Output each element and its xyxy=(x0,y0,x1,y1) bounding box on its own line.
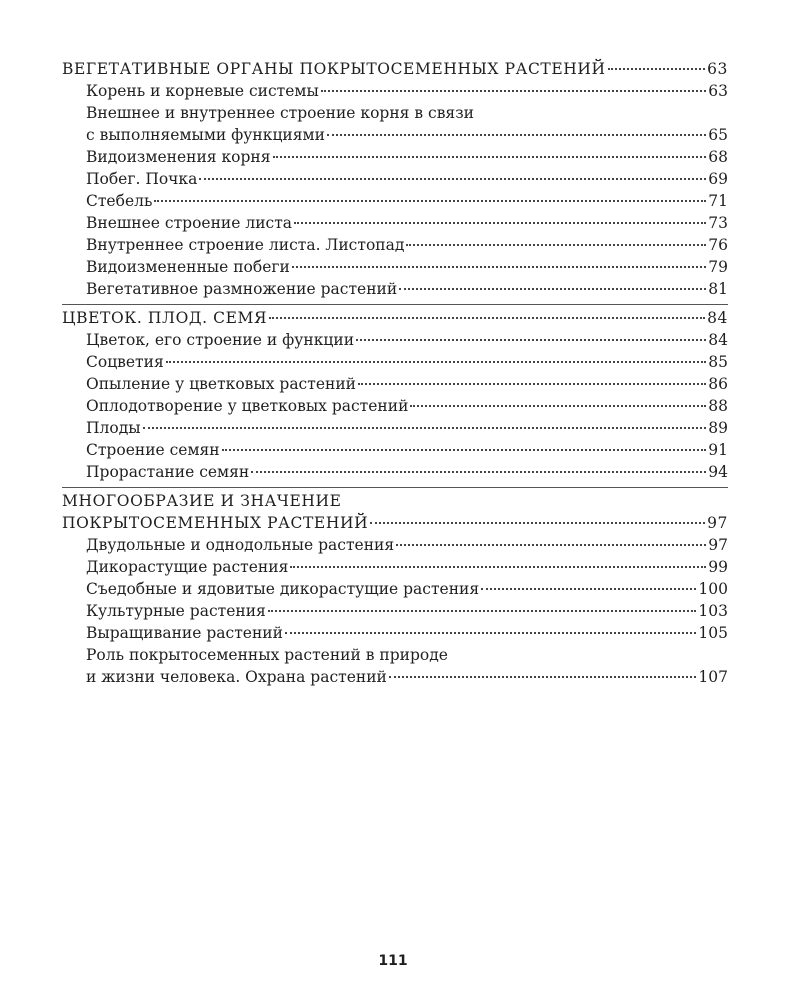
dot-leader xyxy=(285,632,696,634)
entry-title: Культурные растения xyxy=(86,602,266,620)
toc-entry[interactable] xyxy=(62,256,728,278)
dot-leader xyxy=(154,200,706,202)
dot-leader xyxy=(481,588,696,590)
section-heading[interactable] xyxy=(62,512,728,534)
dot-leader xyxy=(370,522,705,524)
dot-leader xyxy=(273,156,707,158)
entry-page-number: 73 xyxy=(708,214,728,232)
entry-title: Прорастание семян xyxy=(86,463,250,481)
dot-leader xyxy=(389,676,697,678)
dot-leader xyxy=(290,566,706,568)
entry-title: Опыление у цветковых растений xyxy=(86,375,356,393)
section-title: ЦВЕТОК. ПЛОД. СЕМЯ xyxy=(62,309,268,327)
entry-page-number: 81 xyxy=(708,280,728,298)
toc-entry[interactable] xyxy=(62,622,728,644)
entry-page-number: 63 xyxy=(708,82,728,100)
entry-page-number: 65 xyxy=(708,126,728,144)
entry-page-number: 94 xyxy=(708,463,728,481)
entry-page-number: 97 xyxy=(708,536,728,554)
dot-leader xyxy=(321,90,706,92)
section-page-number: 84 xyxy=(707,309,728,327)
dot-leader xyxy=(358,383,706,385)
toc-entry[interactable] xyxy=(62,666,728,688)
entry-title: Побег. Почка xyxy=(86,170,198,188)
toc-entry[interactable] xyxy=(62,351,728,373)
dot-leader xyxy=(327,134,706,136)
entry-title: Плоды xyxy=(86,419,141,437)
entry-page-number: 71 xyxy=(708,192,728,210)
table-of-contents xyxy=(62,58,728,688)
entry-title: Соцветия xyxy=(86,353,164,371)
entry-title: Корень и корневые системы xyxy=(86,82,319,100)
toc-entry[interactable] xyxy=(62,329,728,351)
dot-leader xyxy=(199,178,706,180)
entry-page-number: 100 xyxy=(698,580,728,598)
section-title: ПОКРЫТОСЕМЕННЫХ РАСТЕНИЙ xyxy=(62,514,369,532)
entry-title: Видоизмененные побеги xyxy=(86,258,290,276)
section-heading-line: МНОГООБРАЗИЕ И ЗНАЧЕНИЕ xyxy=(62,492,342,510)
entry-page-number: 69 xyxy=(708,170,728,188)
entry-title: Видоизменения корня xyxy=(86,148,271,166)
entry-page-number: 99 xyxy=(708,558,728,576)
entry-page-number: 89 xyxy=(708,419,728,437)
dot-leader xyxy=(143,427,707,429)
section-heading[interactable] xyxy=(62,58,728,80)
entry-page-number: 88 xyxy=(708,397,728,415)
toc-entry[interactable] xyxy=(62,578,728,600)
page-number: 111 xyxy=(378,953,408,969)
entry-title: Дикорастущие растения xyxy=(86,558,289,576)
dot-leader xyxy=(269,317,705,319)
entry-page-number: 91 xyxy=(708,441,728,459)
toc-entry[interactable] xyxy=(62,439,728,461)
toc-entry[interactable] xyxy=(62,146,728,168)
dot-leader xyxy=(410,405,706,407)
toc-entry[interactable] xyxy=(62,600,728,622)
toc-section xyxy=(62,487,728,688)
toc-entry[interactable] xyxy=(62,124,728,146)
toc-entry[interactable] xyxy=(62,373,728,395)
entry-page-number: 86 xyxy=(708,375,728,393)
toc-entry[interactable] xyxy=(62,417,728,439)
entry-page-number: 68 xyxy=(708,148,728,166)
entry-title: и жизни человека. Охрана растений xyxy=(86,668,387,686)
section-title: ВЕГЕТАТИВНЫЕ ОРГАНЫ ПОКРЫТОСЕМЕННЫХ РАСТЕНИЙ xyxy=(62,60,606,78)
entry-page-number: 103 xyxy=(698,602,728,620)
entry-title: с выполняемыми функциями xyxy=(86,126,325,144)
dot-leader xyxy=(608,68,705,70)
toc-entry[interactable] xyxy=(62,395,728,417)
entry-page-number: 84 xyxy=(708,331,728,349)
dot-leader xyxy=(399,288,706,290)
entry-title: Внутреннее строение листа. Листопад xyxy=(86,236,405,254)
entry-page-number: 105 xyxy=(698,624,728,642)
entry-page-number: 85 xyxy=(708,353,728,371)
dot-leader xyxy=(268,610,697,612)
dot-leader xyxy=(292,266,706,268)
entry-title: Вегетативное размножение растений xyxy=(86,280,398,298)
dot-leader xyxy=(294,222,706,224)
toc-entry[interactable] xyxy=(62,234,728,256)
entry-title: Съедобные и ядовитые дикорастущие растения xyxy=(86,580,480,598)
entry-title: Внешнее строение листа xyxy=(86,214,293,232)
toc-entry[interactable] xyxy=(62,80,728,102)
section-page-number: 97 xyxy=(707,514,728,532)
entry-title: Стебель xyxy=(86,192,153,210)
entry-page-number: 79 xyxy=(708,258,728,276)
toc-entry[interactable] xyxy=(62,278,728,300)
toc-entry-line: Роль покрытосеменных растений в природе xyxy=(86,646,448,664)
toc-entry[interactable] xyxy=(62,461,728,483)
entry-page-number: 76 xyxy=(708,236,728,254)
dot-leader xyxy=(396,544,706,546)
entry-title: Оплодотворение у цветковых растений xyxy=(86,397,409,415)
dot-leader xyxy=(406,244,706,246)
dot-leader xyxy=(356,339,706,341)
toc-section xyxy=(62,304,728,483)
entry-title: Цветок, его строение и функции xyxy=(86,331,355,349)
entry-title: Выращивание растений xyxy=(86,624,283,642)
dot-leader xyxy=(222,449,707,451)
entry-title: Двудольные и однодольные растения xyxy=(86,536,395,554)
toc-entry-line: Внешнее и внутреннее строение корня в связи xyxy=(86,104,474,122)
toc-entry[interactable] xyxy=(62,556,728,578)
section-heading[interactable] xyxy=(62,307,728,329)
entry-page-number: 107 xyxy=(698,668,728,686)
dot-leader xyxy=(166,361,707,363)
toc-entry[interactable] xyxy=(62,168,728,190)
toc-entry[interactable] xyxy=(62,190,728,212)
toc-entry[interactable] xyxy=(62,534,728,556)
entry-title: Строение семян xyxy=(86,441,220,459)
section-page-number: 63 xyxy=(707,60,728,78)
toc-entry[interactable] xyxy=(62,212,728,234)
dot-leader xyxy=(251,471,706,473)
toc-section xyxy=(62,58,728,300)
